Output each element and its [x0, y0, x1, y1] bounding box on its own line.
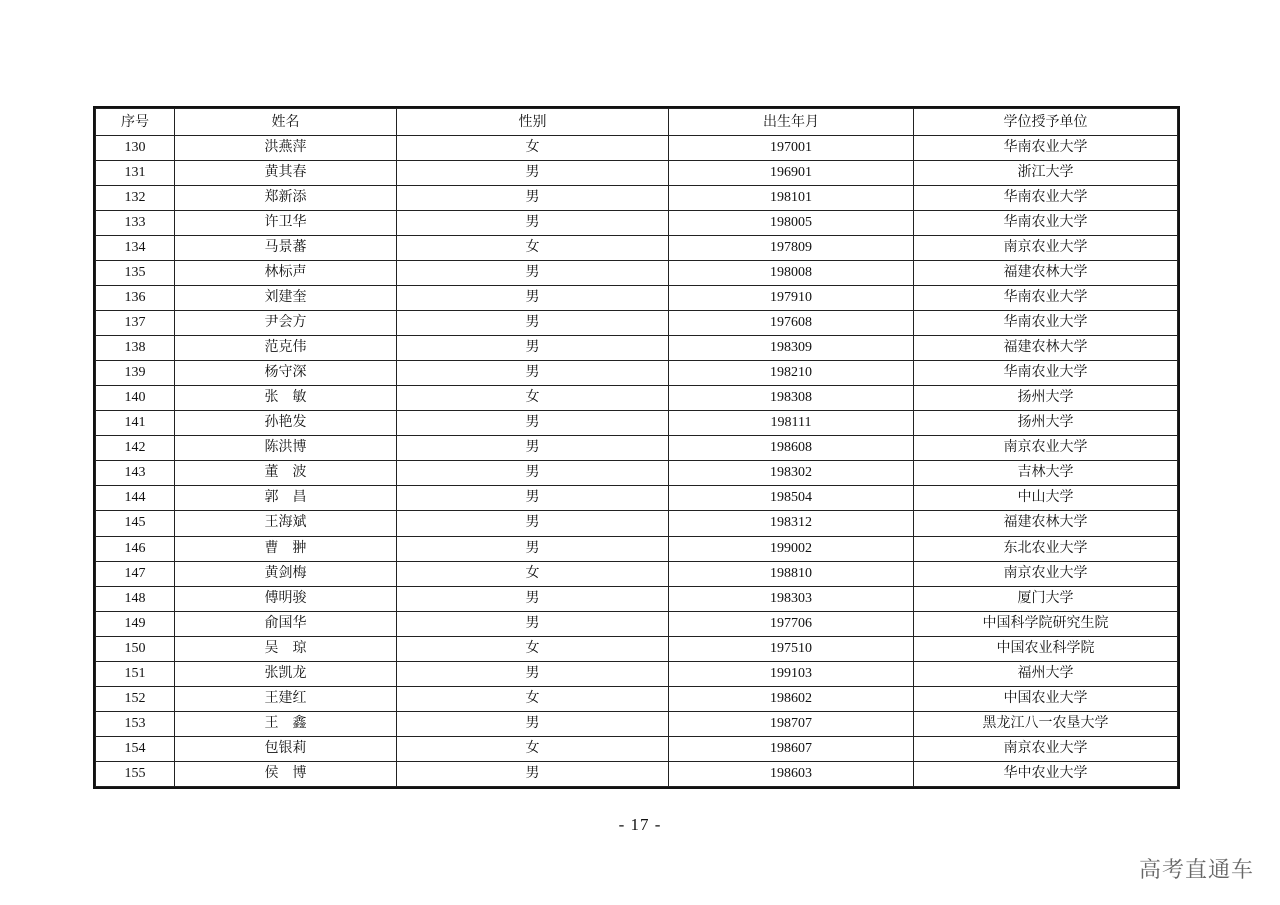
degree-institution-cell: 东北农业大学: [914, 536, 1178, 561]
degree-institution-cell: 扬州大学: [914, 386, 1178, 411]
degree-institution-cell: 华南农业大学: [914, 186, 1178, 211]
serial-number-cell: 139: [96, 361, 175, 386]
serial-number-cell: 137: [96, 311, 175, 336]
name-cell: 张凯龙: [175, 661, 397, 686]
serial-number-cell: 148: [96, 586, 175, 611]
birth-date-cell: 197510: [669, 636, 914, 661]
gender-cell: 男: [397, 311, 669, 336]
table-row: [96, 561, 1178, 586]
table-row: [96, 711, 1178, 736]
serial-number-cell: 144: [96, 486, 175, 511]
birth-date-cell: 197809: [669, 236, 914, 261]
table-row: [96, 461, 1178, 486]
degree-institution-cell: 吉林大学: [914, 461, 1178, 486]
birth-date-cell: 197608: [669, 311, 914, 336]
name-cell: 马景蕃: [175, 236, 397, 261]
serial-number-cell: 153: [96, 711, 175, 736]
table-row: [96, 261, 1178, 286]
gender-cell: 男: [397, 411, 669, 436]
serial-number-cell: 135: [96, 261, 175, 286]
gender-cell: 女: [397, 561, 669, 586]
table-header-row: [96, 109, 1178, 136]
table-row: [96, 136, 1178, 161]
gender-cell: 男: [397, 336, 669, 361]
header-degree-institution: 学位授予单位: [914, 109, 1178, 136]
name-cell: 侯 博: [175, 761, 397, 786]
degree-institution-cell: 福建农林大学: [914, 336, 1178, 361]
table-row: [96, 736, 1178, 761]
name-cell: 刘建奎: [175, 286, 397, 311]
birth-date-cell: 198101: [669, 186, 914, 211]
watermark-text: 高考直通车: [1138, 858, 1254, 883]
degree-institution-cell: 华南农业大学: [914, 311, 1178, 336]
table-row: [96, 636, 1178, 661]
table-row: [96, 361, 1178, 386]
degree-institution-cell: 中国农业大学: [914, 686, 1178, 711]
serial-number-cell: 134: [96, 236, 175, 261]
name-cell: 孙艳发: [175, 411, 397, 436]
degree-list-table: [95, 108, 1178, 787]
birth-date-cell: 197001: [669, 136, 914, 161]
serial-number-cell: 143: [96, 461, 175, 486]
name-cell: 吴 琼: [175, 636, 397, 661]
gender-cell: 男: [397, 186, 669, 211]
gender-cell: 男: [397, 161, 669, 186]
table-row: [96, 661, 1178, 686]
gender-cell: 女: [397, 736, 669, 761]
name-cell: 黄其春: [175, 161, 397, 186]
table-row: [96, 286, 1178, 311]
table-row: [96, 236, 1178, 261]
header-birth-date: 出生年月: [669, 109, 914, 136]
degree-institution-cell: 华南农业大学: [914, 361, 1178, 386]
gender-cell: 男: [397, 611, 669, 636]
degree-institution-cell: 福建农林大学: [914, 511, 1178, 536]
birth-date-cell: 198810: [669, 561, 914, 586]
birth-date-cell: 198602: [669, 686, 914, 711]
gender-cell: 男: [397, 511, 669, 536]
name-cell: 尹会方: [175, 311, 397, 336]
table-body: [96, 136, 1178, 787]
gender-cell: 男: [397, 361, 669, 386]
degree-institution-cell: 南京农业大学: [914, 436, 1178, 461]
degree-institution-cell: 华中农业大学: [914, 761, 1178, 786]
name-cell: 陈洪博: [175, 436, 397, 461]
birth-date-cell: 198008: [669, 261, 914, 286]
degree-institution-cell: 浙江大学: [914, 161, 1178, 186]
birth-date-cell: 198005: [669, 211, 914, 236]
name-cell: 范克伟: [175, 336, 397, 361]
name-cell: 俞国华: [175, 611, 397, 636]
serial-number-cell: 138: [96, 336, 175, 361]
degree-institution-cell: 扬州大学: [914, 411, 1178, 436]
serial-number-cell: 130: [96, 136, 175, 161]
header-gender: 性别: [397, 109, 669, 136]
degree-list-table-container: [93, 106, 1180, 789]
degree-institution-cell: 福州大学: [914, 661, 1178, 686]
birth-date-cell: 197706: [669, 611, 914, 636]
table-row: [96, 486, 1178, 511]
table-row: [96, 686, 1178, 711]
gender-cell: 男: [397, 486, 669, 511]
header-name: 姓名: [175, 109, 397, 136]
birth-date-cell: 199002: [669, 536, 914, 561]
serial-number-cell: 142: [96, 436, 175, 461]
name-cell: 王 鑫: [175, 711, 397, 736]
birth-date-cell: 198608: [669, 436, 914, 461]
birth-date-cell: 198308: [669, 386, 914, 411]
name-cell: 杨守深: [175, 361, 397, 386]
degree-institution-cell: 福建农林大学: [914, 261, 1178, 286]
birth-date-cell: 198302: [669, 461, 914, 486]
name-cell: 傅明骏: [175, 586, 397, 611]
gender-cell: 男: [397, 436, 669, 461]
header-serial-number: 序号: [96, 109, 175, 136]
degree-institution-cell: 华南农业大学: [914, 136, 1178, 161]
serial-number-cell: 149: [96, 611, 175, 636]
gender-cell: 男: [397, 261, 669, 286]
page-number: - 17 -: [618, 815, 662, 834]
birth-date-cell: 198210: [669, 361, 914, 386]
gender-cell: 女: [397, 136, 669, 161]
degree-institution-cell: 南京农业大学: [914, 561, 1178, 586]
birth-date-cell: 198504: [669, 486, 914, 511]
birth-date-cell: 196901: [669, 161, 914, 186]
serial-number-cell: 146: [96, 536, 175, 561]
table-row: [96, 311, 1178, 336]
degree-institution-cell: 华南农业大学: [914, 286, 1178, 311]
degree-institution-cell: 华南农业大学: [914, 211, 1178, 236]
table-row: [96, 761, 1178, 786]
name-cell: 董 波: [175, 461, 397, 486]
gender-cell: 女: [397, 386, 669, 411]
birth-date-cell: 198111: [669, 411, 914, 436]
gender-cell: 男: [397, 711, 669, 736]
table-row: [96, 161, 1178, 186]
birth-date-cell: 198607: [669, 736, 914, 761]
degree-institution-cell: 南京农业大学: [914, 736, 1178, 761]
gender-cell: 男: [397, 461, 669, 486]
serial-number-cell: 155: [96, 761, 175, 786]
name-cell: 郭 昌: [175, 486, 397, 511]
serial-number-cell: 150: [96, 636, 175, 661]
serial-number-cell: 145: [96, 511, 175, 536]
table-row: [96, 186, 1178, 211]
name-cell: 曹 翀: [175, 536, 397, 561]
gender-cell: 女: [397, 686, 669, 711]
birth-date-cell: 198707: [669, 711, 914, 736]
table-row: [96, 586, 1178, 611]
serial-number-cell: 154: [96, 736, 175, 761]
name-cell: 包银莉: [175, 736, 397, 761]
name-cell: 张 敏: [175, 386, 397, 411]
name-cell: 洪燕萍: [175, 136, 397, 161]
gender-cell: 男: [397, 661, 669, 686]
serial-number-cell: 133: [96, 211, 175, 236]
gender-cell: 男: [397, 586, 669, 611]
serial-number-cell: 147: [96, 561, 175, 586]
degree-institution-cell: 中国农业科学院: [914, 636, 1178, 661]
birth-date-cell: 198303: [669, 586, 914, 611]
serial-number-cell: 132: [96, 186, 175, 211]
gender-cell: 男: [397, 761, 669, 786]
serial-number-cell: 136: [96, 286, 175, 311]
birth-date-cell: 198309: [669, 336, 914, 361]
gender-cell: 女: [397, 636, 669, 661]
serial-number-cell: 151: [96, 661, 175, 686]
serial-number-cell: 152: [96, 686, 175, 711]
degree-institution-cell: 厦门大学: [914, 586, 1178, 611]
serial-number-cell: 140: [96, 386, 175, 411]
serial-number-cell: 131: [96, 161, 175, 186]
birth-date-cell: 198603: [669, 761, 914, 786]
degree-institution-cell: 中山大学: [914, 486, 1178, 511]
table-row: [96, 611, 1178, 636]
name-cell: 王建红: [175, 686, 397, 711]
name-cell: 许卫华: [175, 211, 397, 236]
table-row: [96, 211, 1178, 236]
degree-institution-cell: 南京农业大学: [914, 236, 1178, 261]
table-row: [96, 436, 1178, 461]
degree-institution-cell: 黑龙江八一农垦大学: [914, 711, 1178, 736]
degree-institution-cell: 中国科学院研究生院: [914, 611, 1178, 636]
gender-cell: 女: [397, 236, 669, 261]
table-row: [96, 336, 1178, 361]
table-row: [96, 536, 1178, 561]
serial-number-cell: 141: [96, 411, 175, 436]
birth-date-cell: 197910: [669, 286, 914, 311]
table-row: [96, 411, 1178, 436]
gender-cell: 男: [397, 211, 669, 236]
name-cell: 黄剑梅: [175, 561, 397, 586]
table-row: [96, 511, 1178, 536]
name-cell: 王海斌: [175, 511, 397, 536]
table-row: [96, 386, 1178, 411]
name-cell: 郑新添: [175, 186, 397, 211]
name-cell: 林标声: [175, 261, 397, 286]
gender-cell: 男: [397, 286, 669, 311]
birth-date-cell: 199103: [669, 661, 914, 686]
birth-date-cell: 198312: [669, 511, 914, 536]
gender-cell: 男: [397, 536, 669, 561]
